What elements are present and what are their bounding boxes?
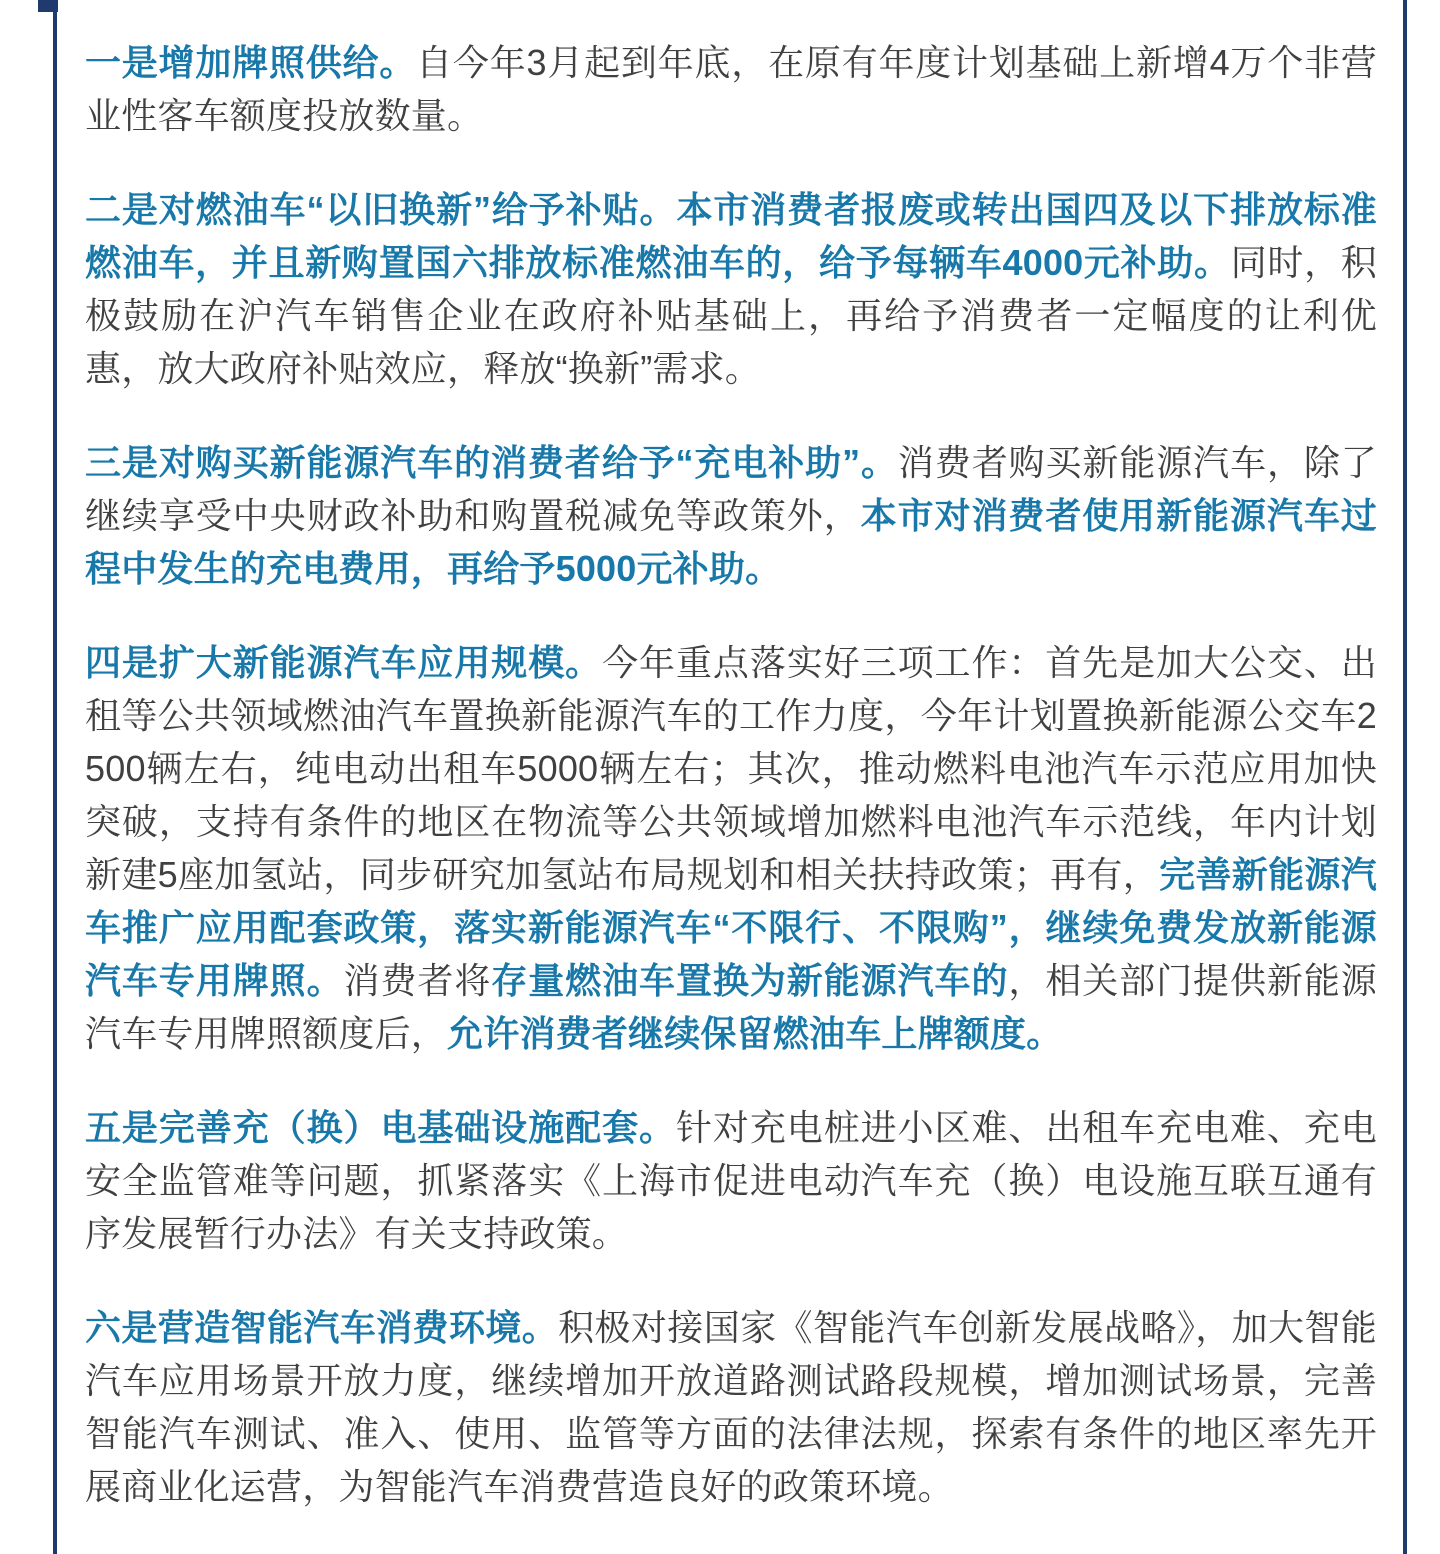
highlighted-text: 五是完善充（换）电基础设施配套。 <box>85 1107 676 1148</box>
paragraph-text: 针对充电桩进小区难、出租车充电难、充电安全监管难等问题，抓紧落实《上海市促进电动汽车充（换）电设施互联互通有序发展暂行办法》有关支持政策。 <box>85 1107 1377 1254</box>
paragraph-text: 今年重点落实好三项工作：首先是加大公交、出租等公共领域燃油汽车置换新能源汽车的工作力度，今年计划置换新能源公交车2500辆左右，纯电动出租车5000辆左右；其次，推动燃料电池汽车示范应用加快突破，支持有条件的地区在物流等公共领域增加燃料电池汽车示范线，年内计划新建5座加氢站，同步研究加氢站布局规划和相关扶持政策；再有， <box>85 642 1377 895</box>
paragraph-text: 同时，积极鼓励在沪汽车销售企业在政府补贴基础上，再给予消费者一定幅度的让利优惠，放大政府补贴效应，释放“换新”需求。 <box>85 242 1377 389</box>
paragraph-text: ，相关部门提供新能源汽车专用牌照额度后， <box>85 960 1377 1054</box>
policy-paragraph <box>85 1101 1377 1260</box>
policy-paragraph <box>85 36 1377 142</box>
highlighted-text: 允许消费者继续保留燃油车上牌额度。 <box>447 1013 1063 1054</box>
highlighted-text: 三是对购买新能源汽车的消费者给予“充电补助”。 <box>85 442 898 483</box>
left-border-line <box>53 0 57 1554</box>
policy-paragraph <box>85 183 1377 395</box>
highlighted-text: 存量燃油车置换为新能源汽车的 <box>491 960 1009 1001</box>
paragraph-text: 积极对接国家《智能汽车创新发展战略》，加大智能汽车应用场景开放力度，继续增加开放道路测试路段规模，增加测试场景，完善智能汽车测试、准入、使用、监管等方面的法律法规，探索有条件的地区率先开展商业化运营，为智能汽车消费营造良好的政策环境。 <box>85 1307 1377 1507</box>
paragraph-text: 消费者购买新能源汽车，除了继续享受中央财政补助和购置税减免等政策外， <box>85 442 1377 536</box>
policy-paragraph <box>85 436 1377 595</box>
highlighted-text: 四是扩大新能源汽车应用规模。 <box>85 642 603 683</box>
article-body <box>85 36 1377 1513</box>
right-border-line <box>1403 0 1407 1554</box>
paragraph-text: 消费者将 <box>343 960 492 1001</box>
policy-paragraph <box>85 636 1377 1060</box>
highlighted-text: 一是增加牌照供给。 <box>85 42 417 83</box>
policy-paragraph <box>85 1301 1377 1513</box>
highlighted-text: 本市对消费者使用新能源汽车过程中发生的充电费用，再给予5000元补助。 <box>85 495 1377 589</box>
paragraph-text: 自今年3月起到年底，在原有年度计划基础上新增4万个非营业性客车额度投放数量。 <box>85 42 1377 136</box>
highlighted-text: 二是对燃油车“以旧换新”给予补贴。本市消费者报废或转出国四及以下排放标准燃油车，并且新购置国六排放标准燃油车的，给予每辆车4000元补助。 <box>85 189 1377 283</box>
top-left-corner-mark <box>38 0 58 12</box>
highlighted-text: 六是营造智能汽车消费环境。 <box>85 1307 559 1348</box>
highlighted-text: 完善新能源汽车推广应用配套政策，落实新能源汽车“不限行、不限购”，继续免费发放新能源汽车专用牌照。 <box>85 854 1377 1001</box>
